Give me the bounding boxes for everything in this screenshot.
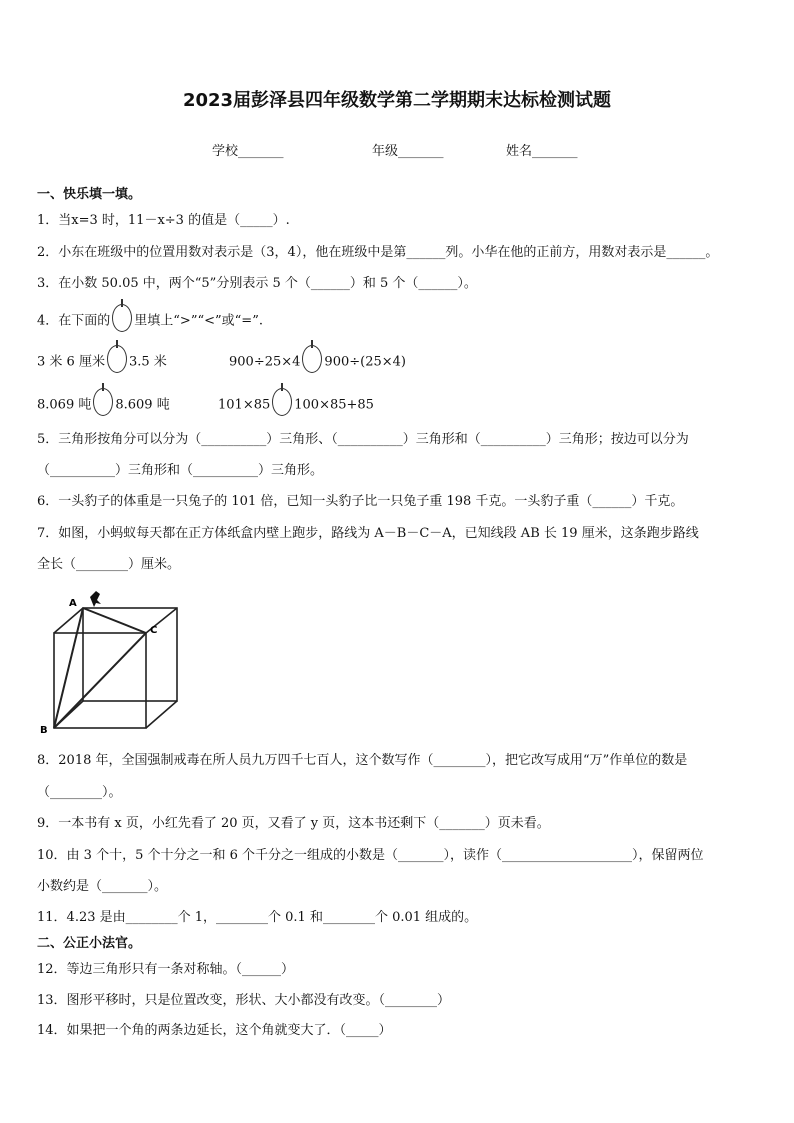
compare-2c: 101×85 [218, 397, 271, 413]
compare-row-1-left [37, 348, 217, 376]
apple-oval-icon [112, 304, 132, 332]
apple-oval-icon [272, 388, 292, 416]
name-field: 姓名_______ [506, 144, 578, 159]
compare-row-2-left [37, 391, 217, 419]
question-4 [37, 307, 774, 335]
question-10-line-2: 小数约是（_______）。 [37, 879, 168, 894]
question-8-line-2: （________）。 [37, 785, 122, 800]
section-heading-2: 二、公正小法官。 [37, 936, 142, 951]
question-12: 12．等边三角形只有一条对称轴。（______） [37, 962, 295, 977]
question-1: 1．当x=3 时，11－x÷3 的值是（_____）. [37, 213, 290, 228]
question-10-line-1: 10．由 3 个十，5 个十分之一和 6 个千分之一组成的小数是（_______），读作（____________________），保留两位 [37, 848, 704, 863]
apple-oval-icon [107, 345, 127, 373]
question-3: 3．在小数 50.05 中，两个“5”分别表示 5 个（______）和 5 个（______）。 [37, 276, 477, 291]
page-title: 2023届彭泽县四年级数学第二学期期末达标检测试题 [182, 90, 612, 111]
compare-1a: 3 米 6 厘米 [37, 354, 105, 370]
vertex-label-b: B [40, 725, 48, 736]
question-14: 14．如果把一个角的两条边延长，这个角就变大了．（_____） [37, 1023, 392, 1038]
cube-figure [38, 583, 188, 738]
question-11: 11．4.23 是由________个 1，________个 0.1 和________个 0.01 组成的。 [37, 910, 478, 925]
compare-2b: 8.609 吨 [115, 397, 170, 413]
apple-oval-icon [302, 345, 322, 373]
question-9: 9．一本书有 x 页，小红先看了 20 页，又看了 y 页，这本书还剩下（_______）页未看。 [37, 816, 550, 831]
compare-2a: 8.069 吨 [37, 397, 92, 413]
question-5-line-1: 5．三角形按角分可以分为（__________）三角形、（__________）三角形和（__________）三角形；按边可以分为 [37, 432, 689, 447]
compare-1c: 900÷25×4 [229, 354, 301, 370]
question-7-line-2: 全长（________）厘米。 [37, 557, 181, 572]
compare-2d: 100×85+85 [294, 397, 374, 413]
question-4-text-a: 4．在下面的 [37, 313, 111, 329]
question-13: 13．图形平移时，只是位置改变，形状、大小都没有改变。（________） [37, 993, 451, 1008]
apple-oval-icon [93, 388, 113, 416]
question-7-line-1: 7．如图，小蚂蚁每天都在正方体纸盒内壁上跑步，路线为 A－B－C－A，已知线段 AB 长 19 厘米，这条跑步路线 [37, 526, 699, 541]
question-8-line-1: 8．2018 年，全国强制戒毒在所人员九万四千七百人，这个数写作（________），把它改写成用“万”作单位的数是 [37, 753, 688, 768]
compare-1b: 3.5 米 [128, 354, 167, 370]
question-2: 2．小东在班级中的位置用数对表示是（3，4），他在班级中是第______列。小华在他的正前方，用数对表示是______。 [37, 245, 719, 260]
compare-1d: 900÷(25×4) [324, 354, 406, 370]
compare-row-2-right [218, 391, 774, 419]
vertex-label-a: A [69, 598, 77, 609]
question-6: 6．一头豹子的体重是一只兔子的 101 倍，已知一头豹子比一只兔子重 198 千克。一头豹子重（______）千克。 [37, 494, 684, 509]
compare-row-1-right [229, 348, 774, 376]
question-4-text-b: 里填上“>”“<”或“=”. [134, 313, 263, 329]
vertex-label-c: C [150, 625, 158, 636]
school-field: 学校_______ [212, 144, 284, 159]
ant-icon [90, 591, 101, 607]
section-heading-1: 一、快乐填一填。 [37, 187, 142, 202]
question-5-line-2: （__________）三角形和（__________）三角形。 [37, 463, 324, 478]
grade-field: 年级_______ [372, 144, 444, 159]
